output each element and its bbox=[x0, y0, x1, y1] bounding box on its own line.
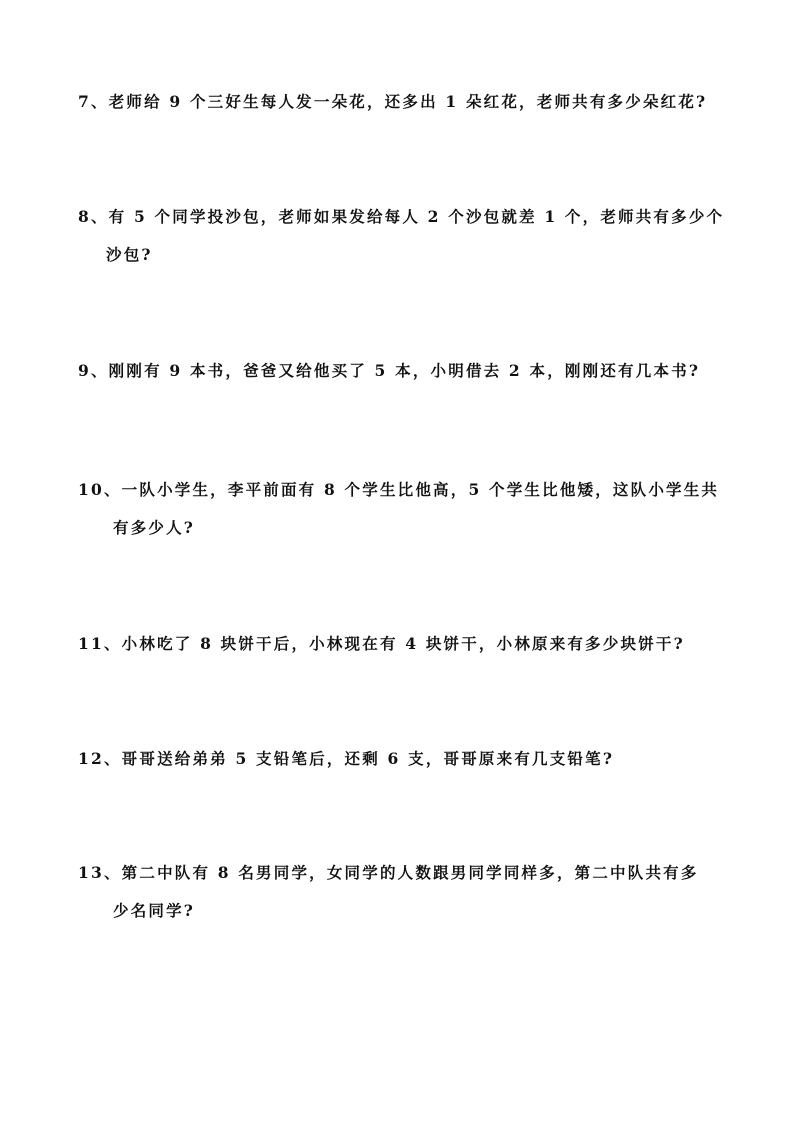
question-9: 9、刚刚有 9 本书，爸爸又给他买了 5 本，小明借去 2 本，刚刚还有几本书? bbox=[78, 361, 701, 380]
question-12: 12、哥哥送给弟弟 5 支铅笔后，还剩 6 支，哥哥原来有几支铅笔? bbox=[78, 749, 615, 768]
question-8: 8、有 5 个同学投沙包，老师如果发给每人 2 个沙包就差 1 个，老师共有多少个 bbox=[78, 207, 725, 226]
question-11: 11、小林吃了 8 块饼干后，小林现在有 4 块饼干，小林原来有多少块饼干? bbox=[78, 634, 685, 653]
question-13-continuation: 少名同学? bbox=[113, 901, 196, 920]
question-10-continuation: 有多少人? bbox=[113, 518, 196, 537]
question-13: 13、第二中队有 8 名男同学，女同学的人数跟男同学同样多，第二中队共有多 bbox=[78, 863, 699, 882]
question-7: 7、老师给 9 个三好生每人发一朵花，还多出 1 朵红花，老师共有多少朵红花? bbox=[78, 92, 708, 111]
question-10: 10、一队小学生，李平前面有 8 个学生比他高，5 个学生比他矮，这队小学生共 bbox=[78, 480, 720, 499]
question-8-continuation: 沙包? bbox=[106, 245, 153, 264]
